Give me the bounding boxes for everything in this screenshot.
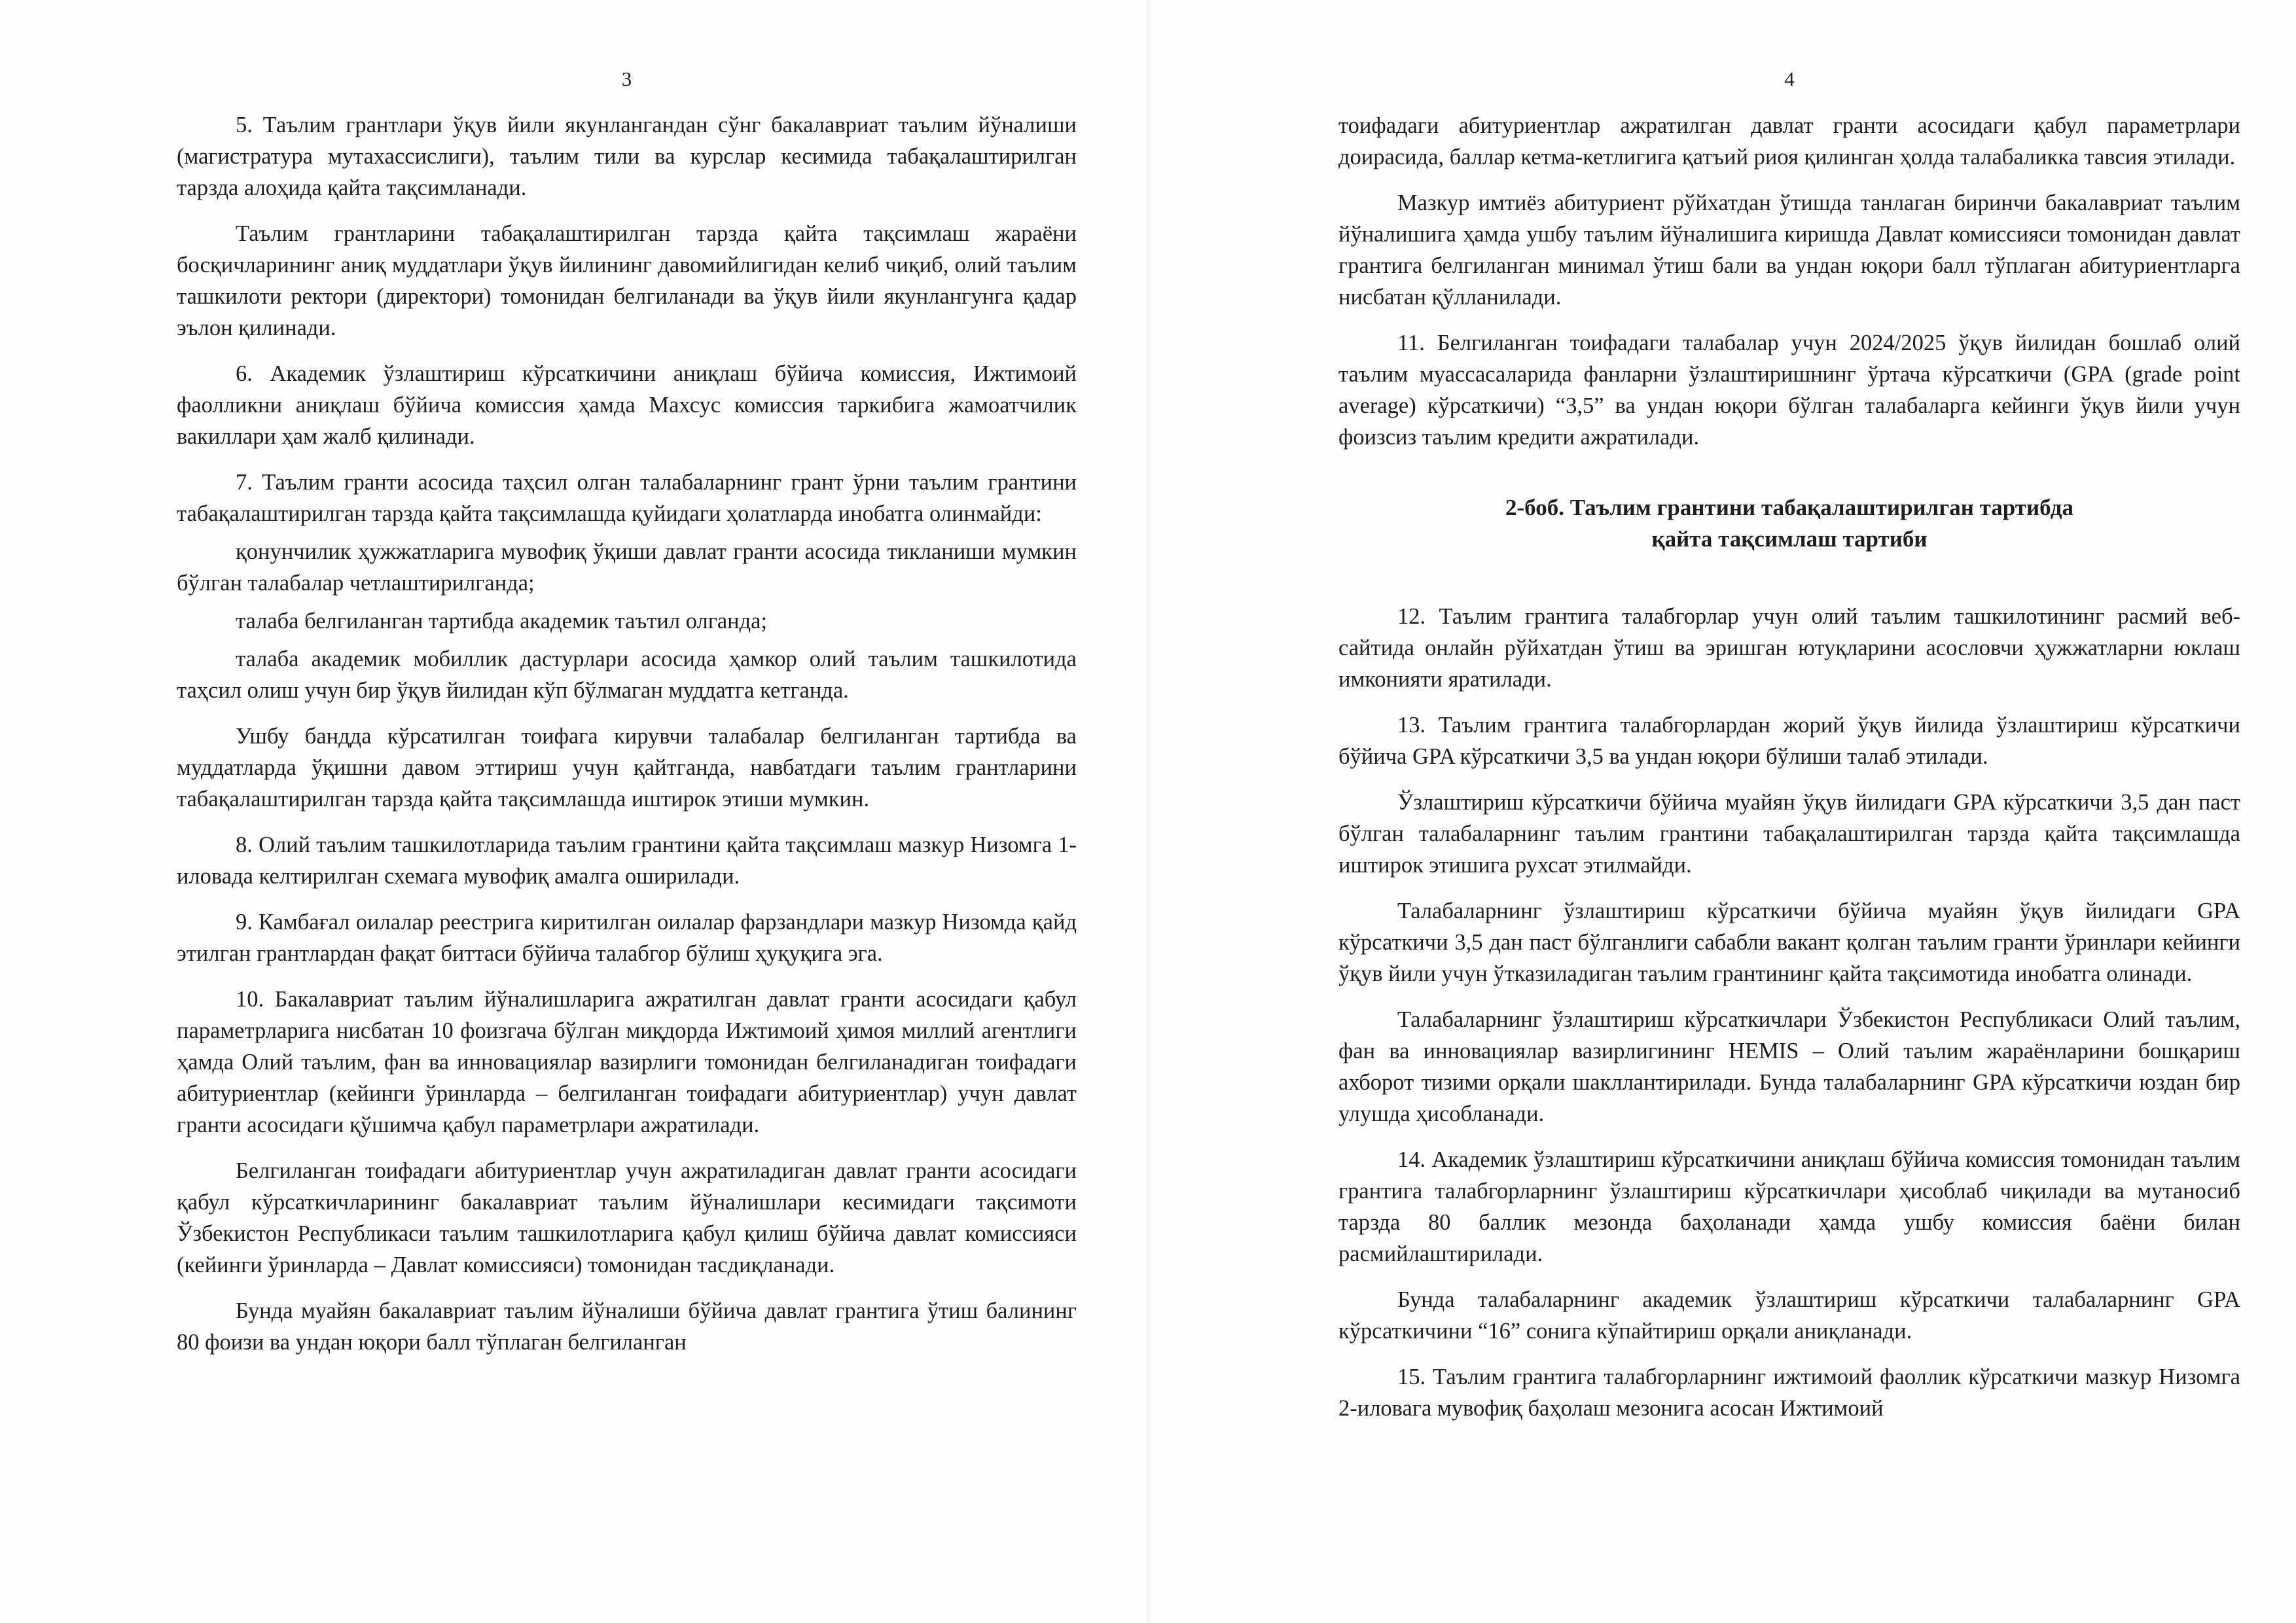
paragraph: Талабаларнинг ўзлаштириш кўрсаткичи бўйича муайян ўқув йилидаги GPA кўрсаткичи 3,5 дан паст бўлганлиги сабабли вакант қолган таълим гранти ўринлари кейинги ўқув йили учун ўтказиладиган таълим грантининг қайта тақсимотида инобатга олинади. xyxy=(1338,899,2240,986)
paragraph: Бунда талабаларнинг академик ўзлаштириш кўрсаткичи талабаларнинг GPA кўрсаткичини “16” сонига кўпайтириш орқали аниқланади. xyxy=(1338,1287,2240,1344)
paragraph-11: 11. Белгиланган тоифадаги талабалар учун 2024/2025 ўқув йилидан бошлаб олий таълим муассасаларида фанларни ўзлаштиришнинг ўртача кўрсаткичи (GPA (grade point average) кўрсаткичи) “3,5” ва ундан юқори бўлган талабаларга кейинги ўқув йили учун фоизсиз таълим кредити ажратилади. xyxy=(1338,330,2240,450)
paragraph: Бунда муайян бакалавриат таълим йўналиши бўйича давлат грантига ўтиш балининг 80 фоизи ва ундан юқори балл тўплаган белгиланган xyxy=(177,1298,1077,1355)
paragraph-6: 6. Академик ўзлаштириш кўрсаткичини аниқлаш бўйича комиссия, Ижтимоий фаолликни аниқлаш бўйича комиссия ҳамда Махсус комиссия таркибига жамоатчилик вакиллари ҳам жалб қилинади. xyxy=(177,361,1077,449)
page-number: 3 xyxy=(621,67,632,90)
chapter-heading-line: қайта тақсимлаш тартиби xyxy=(1651,526,1928,552)
paragraph-15: 15. Таълим грантига талабгорларнинг ижтимоий фаоллик кўрсаткичи мазкур Низомга 2-иловага мувофиқ баҳолаш мезонига асосан Ижтимоий xyxy=(1338,1364,2240,1421)
paragraph-10: 10. Бакалавриат таълим йўналишларига ажратилган давлат гранти асосидаги қабул параметрларига нисбатан 10 фоизгача бўлган миқдорда Ижтимоий ҳимоя миллий агентлиги ҳамда Олий таълим, фан ва инновациялар вазирлиги томонидан белгиланадиган тоифадаги абитуриентлар (кейинги ўринларда – белгиланган тоифадаги абитуриентлар) учун давлат гранти асосидаги қўшимча қабул параметрлари ажратилади. xyxy=(177,987,1077,1137)
chapter-heading-line: 2-боб. Таълим грантини табақалаштирилган тартибда xyxy=(1505,495,2073,520)
paragraph-12: 12. Таълим грантига талабгорлар учун олий таълим ташкилотининг расмий веб-сайтида онлайн рўйхатдан ўтиш ва эришган ютуқларини асословчи ҳужжатларни юклаш имконияти яратилади. xyxy=(1338,604,2240,692)
paragraph: Таълим грантларини табақалаштирилган тарзда қайта тақсимлаш жараёни босқичларининг аниқ муддатлари ўқув йилининг давомийлигидан келиб чиқиб, олий таълим ташкилоти ректори (директори) томонидан белгиланади ва ўқув йили якунлангунга қадар эълон қилинади. xyxy=(177,221,1077,340)
page-4 xyxy=(1338,65,2240,1438)
paragraph: Белгиланган тоифадаги абитуриентлар учун ажратиладиган давлат гранти асосидаги қабул кўрсаткичларининг бакалавриат таълим йўналишлари кесимидаги тақсимоти Ўзбекистон Республикаси таълим ташкилотларига қабул қилиш бўйича давлат комиссияси (кейинги ўринларда – Давлат комиссияси) томонидан тасдиқланади. xyxy=(177,1158,1077,1277)
list-item: қонунчилик ҳужжатларига мувофиқ ўқиши давлат гранти асосида тикланиши мумкин бўлган талабалар четлаштирилганда; xyxy=(177,539,1077,596)
paragraph-7: 7. Таълим гранти асосида таҳсил олган талабаларнинг грант ўрни таълим грантини табақалаштирилган тарзда қайта тақсимлашда қуйидаги ҳолатларда инобатга олинмайди: xyxy=(177,470,1077,526)
list-item: талаба академик мобиллик дастурлари асосида ҳамкор олий таълим ташкилотида таҳсил олиш учун бир ўқув йилидан кўп бўлмаган муддатга кетганда. xyxy=(177,647,1077,703)
paragraph: Ушбу бандда кўрсатилган тоифага кирувчи талабалар белгиланган тартибда ва муддатларда ўқишни давом эттириш учун қайтганда, навбатдаги таълим грантларини табақалаштирилган тарзда қайта тақсимлашда иштирок этиши мумкин. xyxy=(177,724,1077,812)
paragraph-5: 5. Таълим грантлари ўқув йили якунлангандан сўнг бакалавриат таълим йўналиши (магистратура мутахассислиги), таълим тили ва курслар кесимида табақалаштирилган тарзда алоҳида қайта тақсимланади. xyxy=(177,113,1077,200)
paragraph-13: 13. Таълим грантига талабгорлардан жорий ўқув йилида ўзлаштириш кўрсаткичи бўйича GPA кўрсаткичи 3,5 ва ундан юқори бўлиши талаб этилади. xyxy=(1338,713,2240,769)
chapter-heading xyxy=(1338,492,2240,555)
paragraph-9: 9. Камбағал оилалар реестрига киритилган оилалар фарзандлари мазкур Низомда қайд этилган грантлардан фақат биттаси бўйича талабгор бўлиш ҳуқуқига эга. xyxy=(177,910,1077,966)
paragraph: Мазкур имтиёз абитуриент рўйхатдан ўтишда танлаган биринчи бакалавриат таълим йўналишига ҳамда ушбу таълим йўналишига киришда Давлат комиссияси томонидан давлат грантига белгиланган минимал ўтиш бали ва ундан юқори балл тўплаган абитуриентларга нисбатан қўлланилади. xyxy=(1338,190,2240,310)
page-number: 4 xyxy=(1784,67,1795,90)
paragraph: Ўзлаштириш кўрсаткичи бўйича муайян ўқув йилидаги GPA кўрсаткичи 3,5 дан паст бўлган талабаларнинг таълим грантини табақалаштирилган тарзда қайта тақсимлашда иштирок этишига рухсат этилмайди. xyxy=(1338,790,2240,878)
paragraph-continued: тоифадаги абитуриентлар ажратилган давлат гранти асосидаги қабул параметрлари доирасида, баллар кетма-кетлигига қатъий риоя қилинган ҳолда талабаликка тавсия этилади. xyxy=(1338,113,2240,169)
paragraph-14: 14. Академик ўзлаштириш кўрсаткичини аниқлаш бўйича комиссия томонидан таълим грантига талабгорларнинг ўзлаштириш кўрсаткичлари ҳисоблаб чиқилади ва мутаносиб тарзда 80 баллик мезонда баҳоланади ҳамда ушбу комиссия баёни билан расмийлаштирилади. xyxy=(1338,1147,2240,1266)
list-item: талаба белгиланган тартибда академик таътил олганда; xyxy=(236,609,768,633)
page-fold-shadow xyxy=(1144,0,1152,1623)
page-3 xyxy=(177,65,1077,1372)
paragraph-8: 8. Олий таълим ташкилотларида таълим грантини қайта тақсимлаш мазкур Низомга 1-иловада келтирилган схемага мувофиқ амалга оширилади. xyxy=(177,832,1077,889)
paragraph: Талабаларнинг ўзлаштириш кўрсаткичлари Ўзбекистон Республикаси Олий таълим, фан ва инновациялар вазирлигининг HEMIS – Олий таълим жараёнларини бошқариш ахборот тизими орқали шакллантирилади. Бунда талабаларнинг GPA кўрсаткичи юздан бир улушда ҳисобланади. xyxy=(1338,1007,2240,1126)
